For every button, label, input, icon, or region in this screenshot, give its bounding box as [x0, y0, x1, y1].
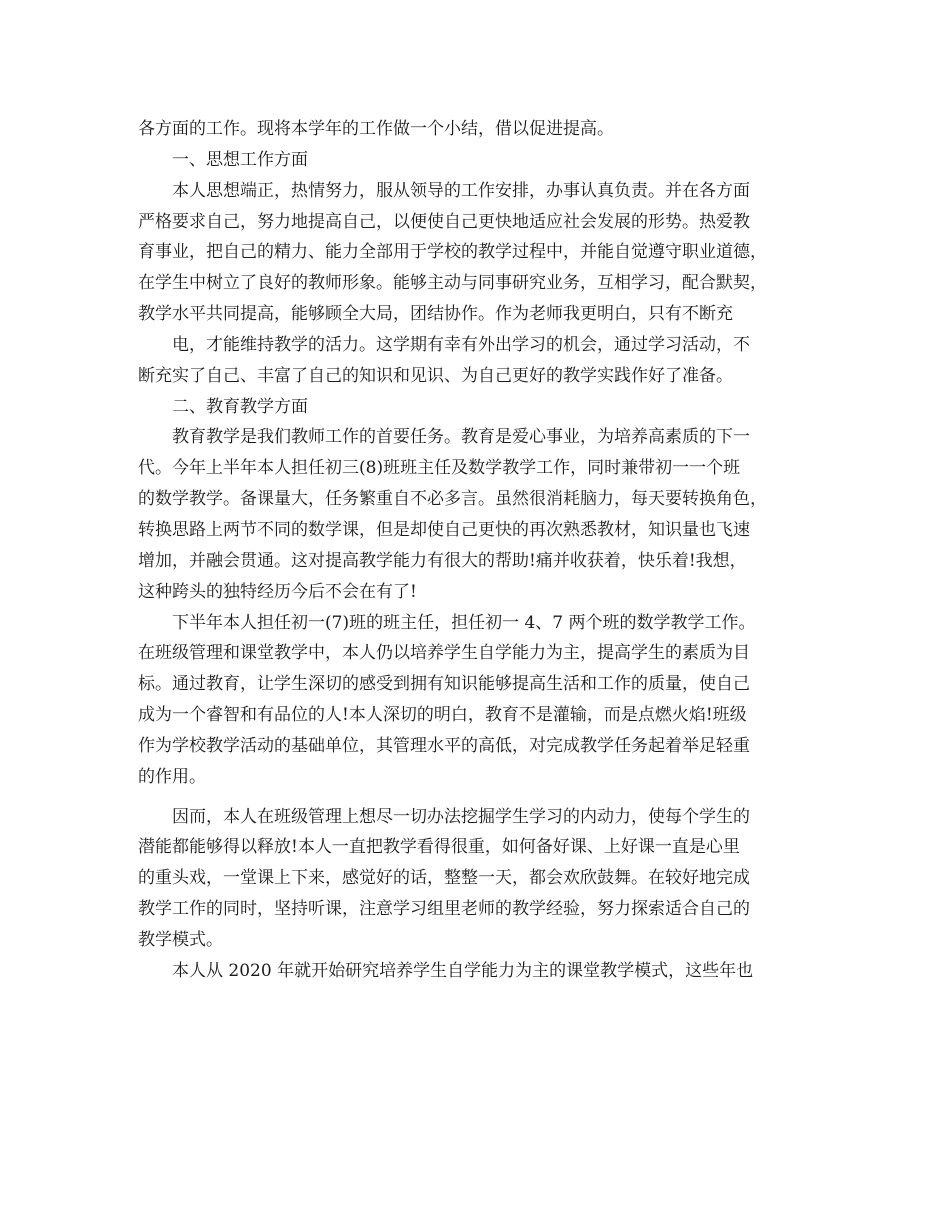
text-line: 的数学教学。备课量大，任务繁重自不必多言。虽然很消耗脑力，每天要转换角色，	[138, 489, 767, 510]
text-line: 因而，本人在班级管理上想尽一切办法挖掘学生学习的内动力，使每个学生的	[172, 806, 750, 827]
text-line: 增加，并融会贯通。这对提高教学能力有很大的帮助!痛并收获着，快乐着!我想，	[138, 550, 747, 571]
text-line: 教育教学是我们教师工作的首要任务。教育是爱心事业，为培养高素质的下一	[172, 427, 750, 448]
text-line: 教学模式。	[138, 929, 223, 950]
document-body	[138, 114, 818, 987]
text-line: 成为一个睿智和有品位的人!本人深切的明白，教育不是灌输，而是点燃火焰!班级	[138, 705, 747, 726]
text-line: 标。通过教育，让学生深切的感受到拥有知识能够提高生活和工作的质量，使自己	[138, 674, 750, 695]
text-line: 转换思路上两节不同的数学课，但是却使自己更快的再次熟悉教材，知识量也飞速	[138, 519, 750, 540]
text-line: 严格要求自己，努力地提高自己，以便使自己更快地适应社会发展的形势。热爱教	[138, 211, 750, 232]
text-line: 教学工作的同时，坚持听课，注意学习组里老师的教学经验，努力探索适合自己的	[138, 899, 750, 920]
text-line: 代。今年上半年本人担任初三(8)班班主任及数学教学工作，同时兼带初一一个班	[138, 458, 741, 479]
text-line: 下半年本人担任初一(7)班的班主任，担任初一 4、7 两个班的数学教学工作。	[172, 612, 756, 633]
text-line: 本人从 2020 年就开始研究培养学生自学能力为主的课堂教学模式，这些年也	[172, 960, 754, 981]
text-line: 在班级管理和课堂教学中，本人仍以培养学生自学能力为主，提高学生的素质为目	[138, 643, 750, 664]
section-heading: 二、教育教学方面	[172, 396, 308, 417]
section-heading: 一、思想工作方面	[172, 149, 308, 170]
text-line: 的重头戏，一堂课上下来，感觉好的话，整整一天，都会欢欣鼓舞。在较好地完成	[138, 868, 750, 889]
paragraph-gap	[138, 793, 818, 802]
text-line: 作为学校教学活动的基础单位，其管理水平的高低，对完成教学任务起着举足轻重	[138, 735, 750, 756]
text-line: 育事业，把自己的精力、能力全部用于学校的教学过程中，并能自觉遵守职业道德，	[138, 242, 767, 263]
text-line: 本人思想端正，热情努力，服从领导的工作安排，办事认真负责。并在各方面	[172, 180, 750, 201]
text-line: 教学水平共同提高，能够顾全大局，团结协作。作为老师我更明白，只有不断充	[138, 304, 733, 325]
text-line: 断充实了自己、丰富了自己的知识和见识、为自己更好的教学实践作好了准备。	[138, 365, 733, 386]
text-line: 潜能都能够得以释放!本人一直把教学看得很重，如何备好课、上好课一直是心里	[138, 837, 740, 858]
text-line: 电，才能维持教学的活力。这学期有幸有外出学习的机会，通过学习活动，不	[172, 334, 750, 355]
text-line: 各方面的工作。现将本学年的工作做一个小结，借以促进提高。	[138, 119, 614, 139]
text-line: 的作用。	[138, 766, 206, 787]
text-line: 在学生中树立了良好的教师形象。能够主动与同事研究业务，互相学习，配合默契，	[138, 273, 767, 294]
text-line: 这种跨头的独特经历今后不会在有了!	[138, 581, 417, 602]
